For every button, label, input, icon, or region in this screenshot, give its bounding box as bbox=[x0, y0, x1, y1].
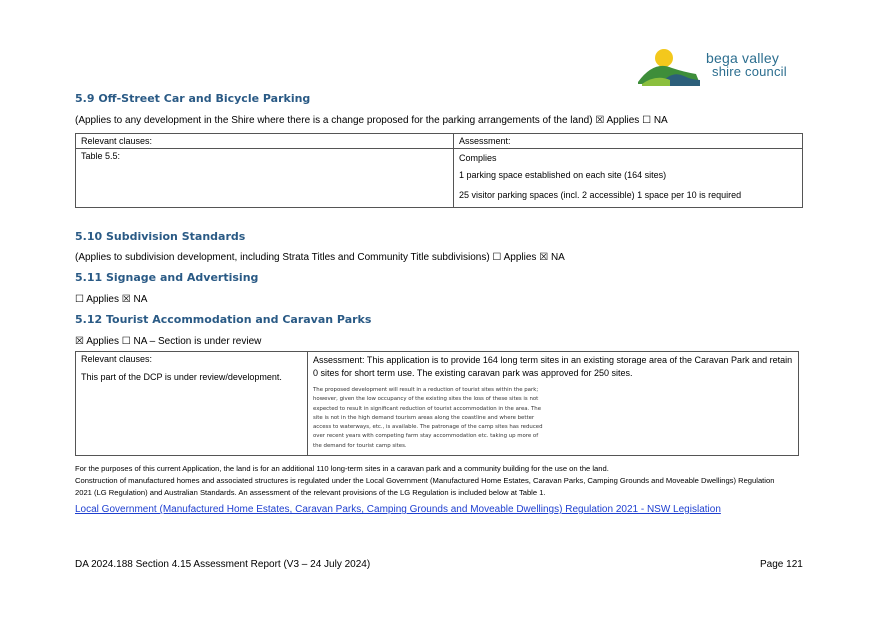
dcp-review-note: This part of the DCP is under review/development. bbox=[81, 372, 282, 382]
table-row bbox=[76, 149, 803, 208]
quote-line: expected to result in significant reduction of tourist accommodation in the area. The bbox=[313, 405, 542, 412]
logo-text-line2: shire council bbox=[712, 64, 787, 79]
section-5-9-intro: (Applies to any development in the Shire where there is a change proposed for the parking arrangements of the land) ☒ Applies ☐ NA bbox=[75, 115, 668, 126]
quote-line: The proposed development will result in a reduction of tourist sites within the park; bbox=[313, 387, 539, 393]
assessment-line: Complies bbox=[459, 153, 497, 163]
nsw-legislation-link[interactable]: Local Government (Manufactured Home Estates, Caravan Parks, Camping Grounds and Moveable Dwellings) Regulation 2021 - NSW Legislation bbox=[75, 504, 721, 515]
quoted-excerpt bbox=[313, 386, 793, 451]
table-header-cell: Assessment: bbox=[454, 134, 803, 149]
application-purpose-text: For the purposes of this current Application, the land is for an additional 110 long-term sites in a caravan park and a community building for the use on the land. bbox=[75, 464, 609, 473]
relevant-clauses-label: Relevant clauses: bbox=[81, 354, 153, 364]
table-cell: Table 5.5: bbox=[76, 149, 454, 208]
table-header-cell: Relevant clauses: bbox=[76, 134, 454, 149]
tourist-assessment-table bbox=[75, 351, 799, 456]
regulation-paragraph: Construction of manufactured homes and associated structures is regulated under the Local Government (Manufactured Home Estates, Caravan Parks, Camping Grounds and Moveable Dwellings) Regulation 2021 (LG Regulation) and Australian Standards. An assessment of the relevant provisions of the LG Regulation is included below at Table 1. bbox=[75, 476, 775, 497]
assessment-line: 1 parking space established on each site (164 sites) bbox=[459, 170, 667, 180]
table-cell bbox=[76, 352, 308, 456]
quote-line: access to waterways, etc., is available. The patronage of the camp sites has reduced bbox=[313, 424, 543, 431]
table-cell bbox=[454, 149, 803, 208]
logo-sun-icon bbox=[655, 49, 673, 67]
section-5-12-status: ☒ Applies ☐ NA – Section is under review bbox=[75, 336, 262, 347]
table-header-row bbox=[76, 134, 803, 149]
footer-document-ref: DA 2024.188 Section 4.15 Assessment Report (V3 – 24 July 2024) bbox=[75, 559, 371, 570]
assessment-line: 25 visitor parking spaces (incl. 2 accessible) 1 space per 10 is required bbox=[459, 190, 742, 200]
quote-line: over recent years with competing farm stay accommodation etc. taking up more of bbox=[313, 433, 539, 440]
quote-line: however, given the low occupancy of the existing sites the loss of these sites is not bbox=[313, 396, 539, 403]
section-5-11-heading: 5.11 Signage and Advertising bbox=[75, 271, 259, 284]
quote-line: the demand for tourist camp sites. bbox=[313, 442, 407, 449]
section-5-12-heading: 5.12 Tourist Accommodation and Caravan Parks bbox=[75, 313, 372, 326]
section-5-10-heading: 5.10 Subdivision Standards bbox=[75, 230, 246, 243]
table-cell bbox=[308, 352, 799, 456]
quote-line: site is not in the high demand tourism areas along the coastline and where better bbox=[313, 414, 535, 421]
logo-text-line1: bega valley bbox=[706, 50, 780, 66]
page-number: Page 121 bbox=[760, 559, 803, 570]
table-row bbox=[76, 352, 799, 456]
parking-assessment-table bbox=[75, 133, 803, 208]
section-5-11-status: ☐ Applies ☒ NA bbox=[75, 294, 148, 305]
section-5-9-heading: 5.9 Off-Street Car and Bicycle Parking bbox=[75, 92, 311, 105]
section-5-10-intro: (Applies to subdivision development, including Strata Titles and Community Title subdivisions) ☐ Applies ☒ NA bbox=[75, 252, 565, 263]
assessment-text: Assessment: This application is to provide 164 long term sites in an existing storage area of the Caravan Park and retain 0 sites for short term use. The existing caravan park was approved for 250 sites. bbox=[313, 355, 793, 378]
